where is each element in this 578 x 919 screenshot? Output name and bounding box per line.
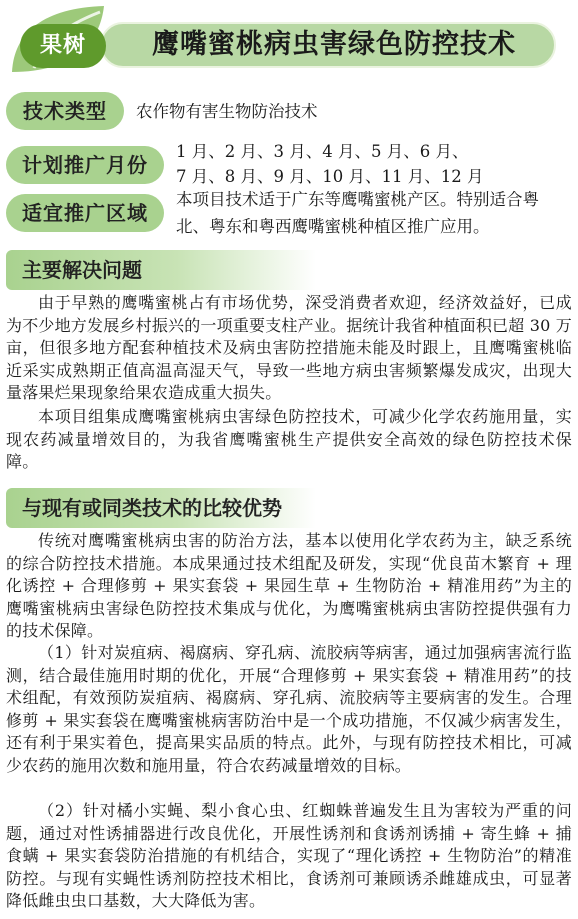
info-row-tech-type [0,92,578,132]
tech-type-value: 农作物有害生物防治技术 [136,102,318,121]
info-row-region [0,186,578,242]
tech-type-label: 技术类型 [6,92,124,130]
months-value-line2: 7 月、8 月、9 月、10 月、11 月、12 月 [176,167,484,186]
page-title: 鹰嘴蜜桃病虫害绿色防控技术 [152,29,516,60]
section-heading-advantages: 与现有或同类技术的比较优势 [6,488,316,528]
category-badge: 果树 [20,24,106,68]
region-label: 适宜推广区域 [6,194,164,232]
section-heading-problems: 主要解决问题 [6,250,316,290]
page-header [0,0,578,84]
info-row-months [0,138,578,192]
section-paragraph: 由于早熟的鹰嘴蜜桃占有市场优势，深受消费者欢迎，经济效益好，已成为不少地方发展乡村振兴的一项重要支柱产业。据统计我省种植面积已超 30 万亩，但很多地方配套种植技术及病虫害防控措施未能及时跟上，且鹰嘴蜜桃临近采实成熟期正值高温高湿天气，导致一些地方病虫害频繁爆发成灾，出现大量落果烂果现象给果农造成重大损失。 [6,293,572,403]
months-value-line1: 1 月、2 月、3 月、4 月、5 月、6 月、 [176,142,469,161]
section-paragraph: （2）针对橘小实蝇、梨小食心虫、红蜘蛛普遍发生且为害较为严重的问题，通过对性诱捕器进行改良优化，开展性诱剂和食诱剂诱捕 + 寄生蜂 + 捕食螨 + 果实套袋防治措施的有机结合，实现了“理化诱控 + 生物防治”的精准防控。与现有实蝇性诱剂防控技术相比，食诱剂可兼顾诱杀雌雄成虫，可显著降低雌虫虫口基数，大大降低为害。 [6,801,572,911]
section-paragraph: 传统对鹰嘴蜜桃病虫害的防治方法，基本以使用化学农药为主，缺乏系统的综合防控技术措施。本成果通过技术组配及研发，实现“优良苗木繁育 + 理化诱控 + 合理修剪 + 果实套袋 + 果园生草 + 生物防治 + 精准用药”为主的鹰嘴蜜桃病虫害绿色防控技术集成与优化，为鹰嘴蜜桃病虫害防控提供强有力的技术保障。 [6,531,572,641]
region-value: 本项目技术适于广东等鹰嘴蜜桃产区。特别适合粤北、粤东和粤西鹰嘴蜜桃种植区推广应用。 [176,190,539,236]
section-paragraph: （1）针对炭疽病、褐腐病、穿孔病、流胶病等病害，通过加强病害流行监测，结合最佳施用时期的优化，开展“合理修剪 + 果实套袋 + 精准用药”的技术组配，有效预防炭疽病、褐腐病、穿孔病、流胶病等主要病害的发生。合理修剪 + 果实套袋在鹰嘴蜜桃病害防治中是一个成功措施，不仅减少病害发生，还有利于果实着色，提高果实品质的特点。此外，与现有防控技术相比，可减少农药的施用次数和施用量，符合农药减量增效的目标。 [6,643,572,775]
section-paragraph: 本项目组集成鹰嘴蜜桃病虫害绿色防控技术，可减少化学农药施用量，实现农药减量增效目的，为我省鹰嘴蜜桃生产提供安全高效的绿色防控技术保障。 [6,407,572,472]
months-label: 计划推广月份 [6,146,164,184]
